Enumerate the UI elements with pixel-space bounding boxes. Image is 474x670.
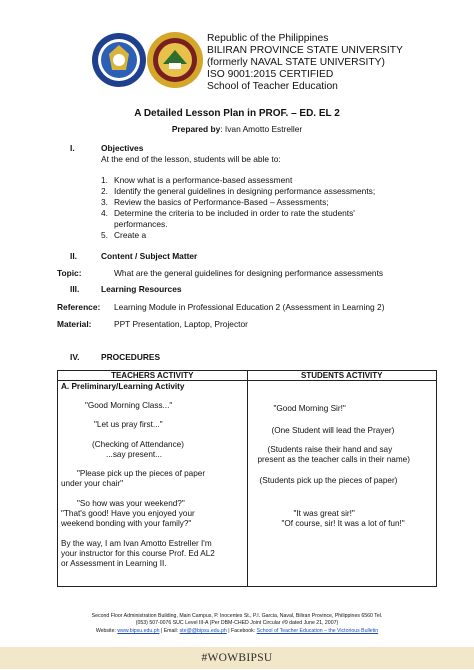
student-line: "Good Morning Sir!" (273, 404, 346, 413)
objectives-intro: At the end of the lesson, students will be able to: (101, 154, 281, 164)
objective-number: 4. (101, 208, 108, 218)
teacher-line: under your chair" (61, 479, 124, 488)
objective-item: Review the basics of Performance-Based – Assessments; (114, 197, 329, 207)
header-formerly: (formerly NAVAL STATE UNIVERSITY) (207, 57, 385, 68)
teacher-line: "Please pick up the pieces of paper (77, 469, 206, 478)
objective-item: Determine the criteria to be included in order to rate the students' (114, 208, 355, 218)
footer-address: Second Floor Administration Building, Main Campus, P. Inocentes St., P.I. Garcia, Naval, Biliran Province, Philippines 6560 Tel. (91, 613, 383, 619)
header-country: Republic of the Philippines (207, 33, 329, 44)
section-number-3: III. (70, 284, 80, 294)
prepared-by-name: : Ivan Amotto Estreller (220, 124, 303, 134)
teacher-line: weekend bonding with your family?" (61, 519, 192, 528)
teacher-line: By the way, I am Ivan Amotto Estreller I'm (61, 539, 212, 548)
objective-item: Know what is a performance-based assessment (114, 175, 293, 185)
teacher-line: your instructor for this course Prof. Ed AL2 (61, 549, 215, 558)
teacher-line: "So how was your weekend?" (77, 499, 185, 508)
student-line: (Students raise their hand and say (267, 445, 393, 454)
footer-contacts (0, 628, 474, 635)
material-label: Material: (57, 319, 92, 329)
section-number-2: II. (70, 251, 77, 261)
activity-table (57, 370, 437, 587)
students-activity-header: STUDENTS ACTIVITY (247, 371, 437, 381)
preliminary-activity-label: A. Preliminary/Learning Activity (61, 382, 185, 391)
reference-label: Reference: (57, 302, 101, 312)
student-line: present as the teacher calls in their name) (257, 455, 410, 464)
document-title: A Detailed Lesson Plan in PROF. – ED. EL 2 (134, 108, 340, 119)
wowbipsu-banner: #WOWBIPSU (0, 647, 474, 669)
objectives-heading: Objectives (101, 143, 144, 153)
student-line: "Of course, sir! It was a lot of fun!" (281, 519, 405, 528)
objective-number: 3. (101, 197, 108, 207)
website-link[interactable]: www.bipsu.edu.ph (117, 628, 160, 634)
topic-label: Topic: (57, 268, 82, 278)
facebook-label: | Facebook: (228, 628, 256, 634)
school-teacher-education-logo (145, 30, 205, 90)
student-line: "It was great sir!" (293, 509, 355, 518)
student-line: (Students pick up the pieces of paper) (259, 476, 398, 485)
teachers-activity-cell (58, 381, 248, 587)
teachers-activity-header: TEACHERS ACTIVITY (58, 371, 248, 381)
email-link[interactable]: ste@@bipsu.edu.ph (179, 628, 227, 634)
prepared-by (0, 124, 474, 135)
teacher-line: or Assessment in Learning II. (61, 559, 167, 568)
header-school: School of Teacher Education (207, 81, 338, 92)
reference-value: Learning Module in Professional Education 2 (Assessment in Learning 2) (114, 302, 385, 312)
objective-item: Create a (114, 230, 147, 240)
prepared-by-label: Prepared by (171, 124, 221, 134)
objective-number: 1. (101, 175, 108, 185)
teacher-line: ...say present... (106, 450, 162, 459)
student-line: (One Student will lead the Prayer) (271, 426, 395, 435)
teacher-line: "That's good! Have you enjoyed your (61, 509, 195, 518)
teacher-line: "Good Morning Class..." (85, 401, 173, 410)
email-label: | Email: (160, 628, 179, 634)
resources-heading: Learning Resources (101, 284, 182, 294)
procedures-heading: PROCEDURES (101, 352, 161, 362)
teacher-line: "Let us pray first..." (94, 420, 163, 429)
objective-number: 2. (101, 186, 108, 196)
header-university: BILIRAN PROVINCE STATE UNIVERSITY (207, 45, 403, 56)
section-number-1: I. (70, 143, 75, 153)
topic-value: What are the general guidelines for designing performance assessments (114, 268, 384, 278)
material-value: PPT Presentation, Laptop, Projector (114, 319, 248, 329)
table-header-row (58, 371, 437, 381)
footer-accreditation: (053) 507-0076 SUC Level III-A (Per DBM-CHED Joint Circular #9 dated June 21, 2007) (135, 620, 339, 626)
facebook-link[interactable]: School of Teacher Education – the Victorious Bulletin (256, 628, 379, 634)
university-seal-logo (91, 30, 147, 90)
objective-number: 5. (101, 230, 108, 240)
section-number-4: IV. (70, 352, 80, 362)
teacher-line: (Checking of Attendance) (92, 440, 184, 449)
objective-item-continued: performances. (114, 219, 168, 229)
website-label: Website: (95, 628, 116, 634)
table-row (58, 381, 437, 587)
objective-item: Identify the general guidelines in designing performance assessments; (114, 186, 376, 196)
header-iso: ISO 9001:2015 CERTIFIED (207, 69, 334, 80)
content-heading: Content / Subject Matter (101, 251, 198, 261)
students-activity-cell (247, 381, 437, 587)
